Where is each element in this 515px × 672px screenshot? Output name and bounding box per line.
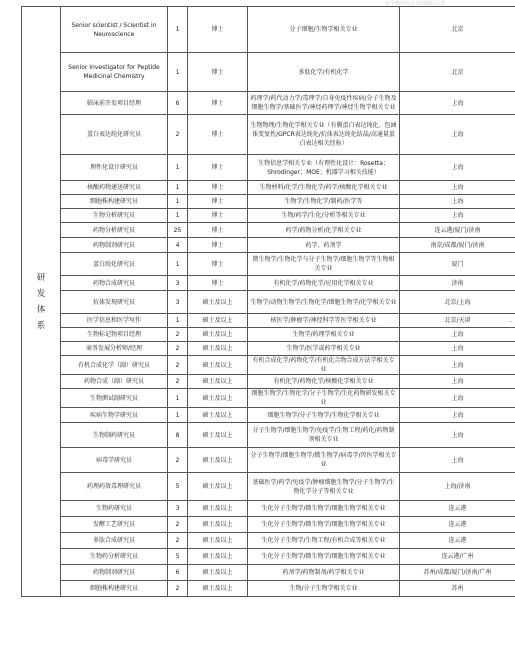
major-cell: 生物信息学相关专业（有理性化设计：Rosetta；Shrodinger；MOE；机器学习相关技能） [248,155,400,181]
major-cell: 生物学/生物化学/制药/医学等 [248,195,400,209]
major-cell: 生物材料/化学/生物化学/药学/核酸化学相关专业 [248,181,400,195]
table-row [22,195,515,209]
table-row [22,7,515,53]
location-cell: 济南 [400,276,515,291]
degree-cell: 博士 [188,53,248,92]
degree-cell: 博士 [188,253,248,276]
location-cell: 连云港/厦门/济南 [400,223,515,238]
position-cell: 医学信息和医学写作 [61,314,168,328]
table-row [22,223,515,238]
major-cell: 生物/分子生物学相关专业 [248,581,400,597]
position-cell: 细胞株构建研究员 [61,195,168,209]
count-cell: 1 [168,155,188,181]
degree-cell: 硕士及以上 [188,408,248,423]
location-cell: 南京/成都/厦门/济南 [400,238,515,253]
category-char: 体 [36,304,46,315]
location-cell: 上海 [400,328,515,342]
table-row [22,473,515,501]
count-cell: 1 [168,181,188,195]
position-cell: 疾病生物学研究员 [61,408,168,423]
location-cell: 连云港/广州 [400,549,515,565]
position-cell: 核酸药物递送研究员 [61,181,168,195]
major-cell: 药学、药剂学 [248,238,400,253]
major-cell: 有机合成化学/药物化学/有机化合物合成方法学相关专业 [248,356,400,375]
table-row [22,209,515,223]
table-row [22,115,515,155]
major-cell: 基础医学/药学/免疫学/肿瘤细胞生物学/分子生物学/生物化学分子等相关专业 [248,473,400,501]
degree-cell: 博士 [188,115,248,155]
degree-cell: 硕士及以上 [188,448,248,473]
count-cell: 3 [168,276,188,291]
position-cell: 药物制剂研究员 [61,238,168,253]
count-cell: 2 [168,517,188,533]
position-cell: 生物测试副研究员 [61,389,168,408]
degree-cell: 博士 [188,7,248,53]
location-cell: 北京/天津 [400,314,515,328]
count-cell: 1 [168,314,188,328]
count-cell: 4 [168,238,188,253]
location-cell: 上海 [400,195,515,209]
count-cell: 3 [168,291,188,314]
location-cell: 上海 [400,423,515,448]
degree-cell: 硕士及以上 [188,533,248,549]
location-cell: 苏州 [400,581,515,597]
major-cell: 生物物理/生物化学相关专业（有膜蛋白表达纯化、包涵体变复性/GPCR表达纯化/抗体表达纯化结晶/高通量蛋白表达相关经验） [248,115,400,155]
position-cell: 多肽合成研究员 [61,533,168,549]
degree-cell: 博士 [188,209,248,223]
major-cell: 细胞生物学/生物化学/分子生物学/生化药物研发相关专业 [248,389,400,408]
major-cell: 生物学/药理学相关专业 [248,328,400,342]
recruitment-table [21,6,515,597]
position-cell: 生物药研究员 [61,501,168,517]
major-cell: 生物/药学/生化/分析等相关专业 [248,209,400,223]
table-row [22,92,515,115]
count-cell: 1 [168,209,188,223]
degree-cell: 硕士及以上 [188,517,248,533]
table-row [22,549,515,565]
location-cell: 北京 [400,53,515,92]
major-cell: 多肽化学/有机化学 [248,53,400,92]
major-cell: 核医学/肿瘤学/神经科学等医学相关专业 [248,314,400,328]
table-row [22,448,515,473]
major-cell: 分子生物学/细胞生物学/微生物学/病毒学/兽医学相关专业 [248,448,400,473]
position-cell: Senior Investigator for Peptide Medicinal Chemistry [61,53,168,92]
degree-cell: 硕士及以上 [188,423,248,448]
major-cell: 细胞生物学/分子生物学/生物化学相关专业 [248,408,400,423]
major-cell: 药学/药物分析/化学相关专业 [248,223,400,238]
degree-cell: 硕士及以上 [188,565,248,581]
location-cell: 上海 [400,209,515,223]
table-row [22,291,515,314]
table-row [22,155,515,181]
category-char: 系 [36,320,46,331]
location-cell: 上海 [400,92,515,115]
position-cell: 临床前开发项目经理 [61,92,168,115]
position-cell: 生物制药研究员 [61,423,168,448]
count-cell: 2 [168,342,188,356]
position-cell: 药物制剂研究员 [61,565,168,581]
degree-cell: 博士 [188,92,248,115]
count-cell: 1 [168,53,188,92]
major-cell: 生化分子生物学/微生物学/细胞生物学相关专业 [248,517,400,533]
position-cell: 细胞株构建研究员 [61,581,168,597]
count-cell: 2 [168,328,188,342]
count-cell: 1 [168,7,188,53]
position-cell: 药物分析研究员 [61,223,168,238]
major-cell: 生化分子生物学/微生物学/细胞生物学相关专业 [248,549,400,565]
position-cell: 有机合成化学（副）研究员 [61,356,168,375]
count-cell: 2 [168,115,188,155]
table-row [22,356,515,375]
table-row [22,328,515,342]
location-cell: 上海 [400,155,515,181]
count-cell: 5 [168,549,188,565]
location-cell: 上海 [400,448,515,473]
major-cell: 有机化学/药物化学/核酸化学相关专业 [248,375,400,389]
count-cell: 3 [168,501,188,517]
position-cell: Senior scientist / Scientist in Neuroscience [61,7,168,53]
location-cell: 上海 [400,342,515,356]
table-row [22,314,515,328]
table-row [22,389,515,408]
position-cell: 生物药分析研究员 [61,549,168,565]
major-cell: 生物学/医学或药学相关专业 [248,342,400,356]
count-cell: 2 [168,356,188,375]
degree-cell: 硕士及以上 [188,501,248,517]
count-cell: 2 [168,448,188,473]
count-cell: 1 [168,408,188,423]
count-cell: 6 [168,92,188,115]
major-cell: 生物学/动物生物学/生物化学/细胞生物学/化学相关专业 [248,291,400,314]
degree-cell: 硕士及以上 [188,291,248,314]
position-cell: 生物分析研究员 [61,209,168,223]
count-cell: 1 [168,389,188,408]
degree-cell: 博士 [188,238,248,253]
table-row [22,342,515,356]
degree-cell: 博士 [188,181,248,195]
location-cell: 北京/上海 [400,291,515,314]
category-char: 研 [36,272,46,283]
count-cell: 1 [168,253,188,276]
location-cell: 连云港 [400,517,515,533]
count-cell: 25 [168,223,188,238]
location-cell: 北京 [400,7,515,53]
table-row [22,581,515,597]
position-cell: 商务发展分析师/经理 [61,342,168,356]
location-cell: 厦门 [400,253,515,276]
edge-mark: - [509,318,512,326]
major-cell: 生化分子生物学/生物工程/有机合成等相关专业 [248,533,400,549]
position-cell: 药理药效毒理研究员 [61,473,168,501]
table-row [22,565,515,581]
position-cell: 药物合成（副）研究员 [61,375,168,389]
count-cell: 6 [168,565,188,581]
location-cell: 上海 [400,115,515,155]
degree-cell: 硕士及以上 [188,356,248,375]
table-row [22,408,515,423]
position-cell: 发酵工艺研究员 [61,517,168,533]
count-cell: 2 [168,533,188,549]
major-cell: 微生物学/生物化学与分子生物学/细胞生物学等生物相关专业 [248,253,400,276]
degree-cell: 硕士及以上 [188,314,248,328]
table-row [22,238,515,253]
table-row [22,517,515,533]
degree-cell: 博士 [188,276,248,291]
degree-cell: 博士 [188,155,248,181]
location-cell: 上海 [400,181,515,195]
degree-cell: 博士 [188,195,248,209]
location-cell: 连云港 [400,533,515,549]
count-cell: 2 [168,375,188,389]
table-row [22,53,515,92]
major-cell: 生化分子生物学/微生物学/细胞生物学相关专业 [248,501,400,517]
degree-cell: 博士 [188,223,248,238]
degree-cell: 硕士及以上 [188,581,248,597]
major-cell: 分子生物学/细胞生物学/免疫学/生物工程/药化/药物制剂相关专业 [248,423,400,448]
location-cell: 上海 [400,408,515,423]
degree-cell: 硕士及以上 [188,342,248,356]
table-row [22,501,515,517]
category-char: 发 [36,288,46,299]
category-cell [22,7,61,597]
major-cell: 分子细胞/生物学相关专业 [248,7,400,53]
degree-cell: 硕士及以上 [188,473,248,501]
position-cell: 蛋白表达纯化研究员 [61,115,168,155]
major-cell: 有机化学/药物化学/应用化学相关专业 [248,276,400,291]
table-row [22,423,515,448]
count-cell: 5 [168,473,188,501]
position-cell: 理性化设计研究员 [61,155,168,181]
location-cell: 上海 [400,375,515,389]
location-cell: 连云港 [400,501,515,517]
table-row [22,253,515,276]
position-cell: 药物合成研究员 [61,276,168,291]
location-cell: 上海 [400,356,515,375]
count-cell: 8 [168,423,188,448]
position-cell: 生物标记物项目经理 [61,328,168,342]
position-cell: 蛋白纯化研究员 [61,253,168,276]
location-cell: 上海/济南 [400,473,515,501]
major-cell: 药理学/药代动力学/毒理学/自身免疫性疾病/分子生物及细胞生物学/基础医学/神经药理学/神经生物学相关专业 [248,92,400,115]
major-cell: 药剂学/药物制剂/药学相关专业 [248,565,400,581]
degree-cell: 硕士及以上 [188,389,248,408]
table-row [22,181,515,195]
degree-cell: 硕士及以上 [188,375,248,389]
table-row [22,375,515,389]
location-cell: 苏州/成都/厦门/济南/广州 [400,565,515,581]
location-cell: 上海 [400,389,515,408]
table-row [22,276,515,291]
table-row [22,533,515,549]
degree-cell: 硕士及以上 [188,328,248,342]
position-cell: 病毒学研究员 [61,448,168,473]
count-cell: 2 [168,581,188,597]
degree-cell: 硕士及以上 [188,549,248,565]
page-header: 某生物医药企业招聘职位表 [384,1,445,7]
count-cell: 1 [168,195,188,209]
position-cell: 抗体发现研究员 [61,291,168,314]
